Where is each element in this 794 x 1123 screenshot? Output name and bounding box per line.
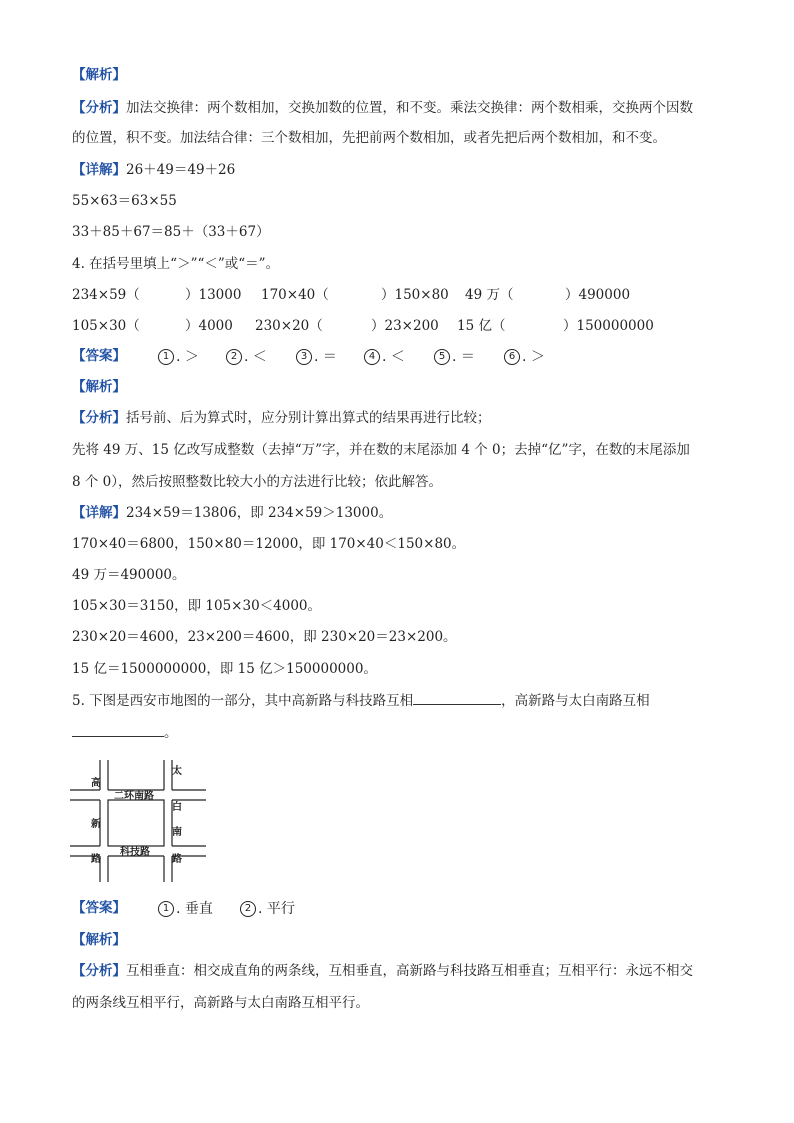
- q4-analysis-line-1: 【分析】括号前、后为算式时，应分别计算出算式的结果再进行比较；: [72, 410, 491, 426]
- q4-answer-2: 2 . ＜: [226, 347, 267, 367]
- q5-question-line-1: 5. 下图是西安市地图的一部分，其中高新路与科技路互相 ，高新路与太白南路互相: [72, 690, 650, 711]
- q3-detail-line-3: 33＋85＋67＝85＋（33＋67）: [72, 224, 270, 240]
- q4-analysis-line-2: 先将 49 万、15 亿改写成整数（去掉“万”字，并在数的末尾添加 4 个 0；去掉“亿”字，在数的末尾添加: [72, 442, 690, 458]
- q5-analysis-line-2: 的两条线互相平行，高新路与太白南路互相平行。: [72, 995, 369, 1011]
- q4-detail-line-2: 170×40＝6800，150×80＝12000，即 170×40＜150×80。: [72, 536, 466, 552]
- map-label-erhuan: 二环南路: [114, 791, 154, 802]
- jiexi-tag-3: 【解析】: [72, 932, 126, 948]
- q3-analysis-line-1: 【分析】加法交换律：两个数相加，交换加数的位置，和不变。乘法交换律：两个数相乘，交换两个因数: [72, 100, 693, 116]
- map-label-tai: 太: [172, 766, 182, 777]
- q5-analysis-line-1: 【分析】互相垂直：相交成直角的两条线，互相垂直，高新路与科技路互相垂直；互相平行：永远不相交: [72, 963, 693, 979]
- q3-analysis-line-2: 的位置，积不变。加法结合律：三个数相加，先把前两个数相加，或者先把后两个数相加，和不变。: [72, 130, 666, 146]
- q4-answer-3: 3 . ＝: [296, 347, 337, 367]
- q4-detail-line-3: 49 万＝490000。: [72, 567, 186, 583]
- q4-row1-item3-right: ）490000: [565, 287, 631, 303]
- xian-map-figure: [70, 760, 210, 882]
- q4-answer-5: 5 . ＝: [434, 347, 475, 367]
- map-label-bai: 白: [172, 802, 182, 813]
- q5-answer-tag: 【答案】: [72, 900, 126, 916]
- q4-row1-item1-left: 234×59（: [72, 287, 140, 303]
- q5-answer-2: 2 . 平行: [240, 899, 295, 919]
- map-label-keji: 科技路: [120, 847, 150, 858]
- q4-detail-line-6: 15 亿＝1500000000，即 15 亿＞150000000。: [72, 661, 377, 677]
- q4-answer-1: 1 . ＞: [158, 347, 199, 367]
- q5-question-line-2: 。: [72, 722, 178, 743]
- q4-row1-item3-left: 49 万（: [465, 287, 514, 303]
- q4-row2-item2-left: 230×20（: [255, 318, 323, 334]
- q4-answer-6: 6 . ＞: [504, 347, 545, 367]
- map-label-gao: 高: [91, 778, 101, 789]
- q4-question: 4. 在括号里填上“＞”“＜”或“＝”。: [72, 256, 280, 272]
- q4-detail-line-4: 105×30＝3150，即 105×30＜4000。: [72, 598, 322, 614]
- q4-answer-tag: 【答案】: [72, 348, 126, 364]
- q4-row2-item3-right: ）150000000: [563, 318, 654, 334]
- q3-detail-line-1: 【详解】26＋49＝49＋26: [72, 162, 236, 178]
- map-label-xin: 新: [91, 819, 101, 830]
- jiexi-tag-1: 【解析】: [72, 67, 126, 83]
- q3-detail-line-2: 55×63＝63×55: [72, 193, 177, 209]
- q4-answer-4: 4 . ＜: [364, 347, 405, 367]
- map-label-lu: 路: [91, 854, 101, 865]
- q4-row2-item3-left: 15 亿（: [457, 318, 506, 334]
- q4-analysis-line-3: 8 个 0），然后按照整数比较大小的方法进行比较；依此解答。: [72, 474, 443, 490]
- q4-detail-line-1: 【详解】234×59＝13806，即 234×59＞13000。: [72, 505, 393, 521]
- map-label-nan: 南: [172, 827, 182, 838]
- q4-row1-item2-left: 170×40（: [261, 287, 329, 303]
- q4-row2-item2-right: ）23×200: [371, 318, 439, 334]
- q4-row1-item2-right: ）150×80: [381, 287, 449, 303]
- q4-row2-item1-right: ）4000: [185, 318, 233, 334]
- q4-row2-item1-left: 105×30（: [72, 318, 140, 334]
- jiexi-tag-2: 【解析】: [72, 379, 126, 395]
- q4-row1-item1-right: ）13000: [185, 287, 242, 303]
- map-label-lu2: 路: [172, 854, 182, 865]
- q5-answer-1: 1 . 垂直: [158, 899, 213, 919]
- q4-detail-line-5: 230×20＝4600，23×200＝4600，即 230×20＝23×200。: [72, 629, 457, 645]
- q5-blank-2[interactable]: [72, 722, 164, 737]
- q5-blank-1[interactable]: [413, 690, 501, 705]
